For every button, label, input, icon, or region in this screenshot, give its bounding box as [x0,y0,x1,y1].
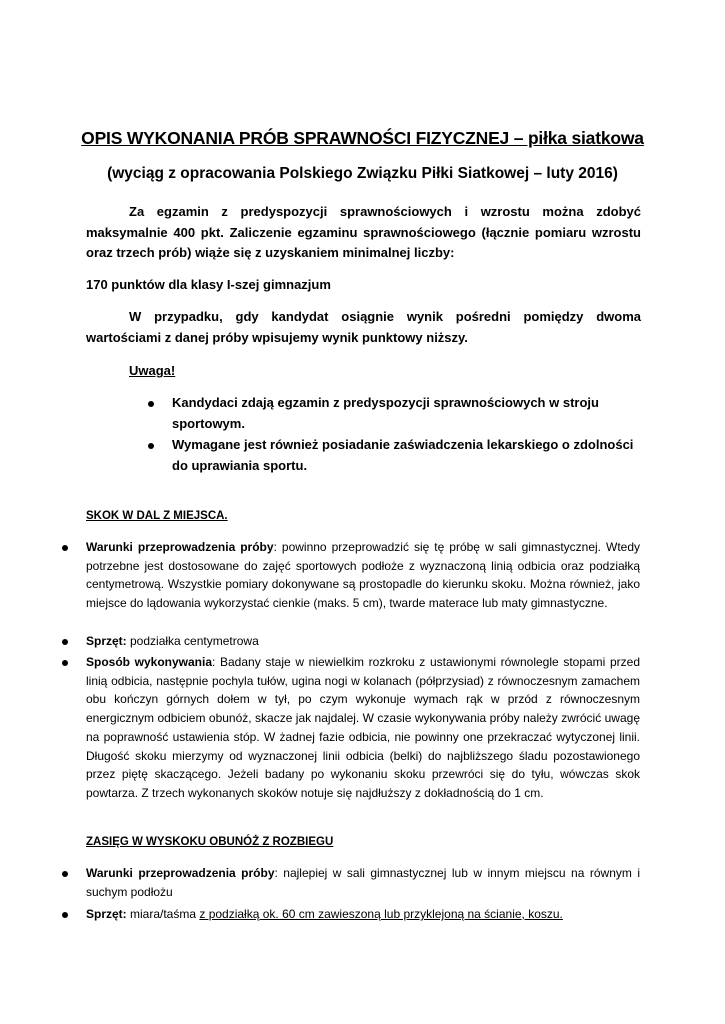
bullet-dot [62,545,68,551]
item-label: Sposób wykonywania [86,655,213,669]
item-label: Warunki przeprowadzenia próby [86,540,274,554]
bullet-dot [62,871,68,877]
list-item [86,864,640,901]
item-text: miara/taśma [126,907,200,921]
list-item [86,653,640,803]
item-label: Sprzęt: [86,634,127,648]
section-heading: SKOK W DAL Z MIEJSCA. [86,510,228,522]
section-heading: ZASIĘG W WYSKOKU OBUNÓŻ Z ROZBIEGU [86,836,334,848]
bullet-dot [148,401,154,407]
points-line: 170 punktów dla klasy I-szej gimnazjum [86,277,331,292]
item-text: : najlepiej w sali gimnastycznej lub w innym miejscu na równym i suchym podłożu [86,866,640,899]
bullet-dot [62,912,68,918]
bullet-dot [62,639,68,645]
item-label: Sprzęt: [86,907,127,921]
list-item [86,905,640,924]
item-label: Warunki przeprowadzenia próby [86,866,275,880]
item-underlined-text: z podziałką ok. 60 cm zawieszoną lub przyklejoną na ścianie, koszu. [199,907,563,921]
item-text: podziałka centymetrowa [126,634,259,648]
note-heading: Uwaga! [129,363,176,378]
item-text: : powinno przeprowadzić się tę próbę w sali gimnastycznej. Wtedy potrzebne jest dostosowane do zajęć sportowych podłoże z wyznaczoną linią odbicia oraz podziałką centymetrową. Wszystkie pomiary dokonywane są prostopadle do kierunku skoku. Można również, jako miejsce do lądowania wykorzystać cienkie (maks. 5 cm), twarde materace lub maty gimnastyczne. [86,540,641,611]
list-item [86,632,640,651]
bullet-dot [148,443,154,449]
intro-paragraph: Za egzamin z predyspozycji sprawnościowych i wzrostu można zdobyć maksymalnie 400 pkt. Zaliczenie egzaminu sprawnościowego (łącznie pomiaru wzrostu oraz trzech prób) wiąże się z uzyskaniem minimalnej liczby: [86,204,641,260]
document-title: OPIS WYKONANIA PRÓB SPRAWNOŚCI FIZYCZNEJ – piłka siatkowa [81,128,644,148]
note-item: Kandydaci zdają egzamin z predyspozycji sprawnościowych w stroju sportowym. [172,395,599,431]
document-subtitle: (wyciąg z opracowania Polskiego Związku Piłki Siatkowej – luty 2016) [107,165,618,182]
rule-paragraph: W przypadku, gdy kandydat osiągnie wynik pośredni pomiędzy dwoma wartościami z danej próby wpisujemy wynik punktowy niższy. [86,309,641,345]
note-item: Wymagane jest również posiadanie zaświadczenia lekarskiego o zdolności do uprawiania sportu. [172,437,634,473]
item-text: : Badany staje w niewielkim rozkroku z ustawionymi równolegle stopami przed linią odbicia, następnie pochyla tułów, ugina nogi w kolanach (półprzysiad) z równoczesnym zamachem obu kończyn górnych dołem w tył, po czym wykonuje wymach rąk w przód z równoczesnym energicznym odbiciem obunóż, skacze jak najdalej. W czasie wykonywania próby należy zwrócić uwagę na poprawność ustawienia stóp. W żadnej fazie odbicia, nie powinny one przekraczać wytyczonej linii. Długość skoku mierzymy od wyznaczonej linii odbicia (belki) do najbliższego śladu pozostawionego przez piętę skaczącego. Jeżeli badany po wykonaniu skoku przewróci się do tyłu, wówczas skok powtarza. Z trzech wykonanych skoków notuje się najdłuższy z dokładnością do 1 cm. [86,655,640,800]
list-item [86,538,640,613]
bullet-dot [62,660,68,666]
